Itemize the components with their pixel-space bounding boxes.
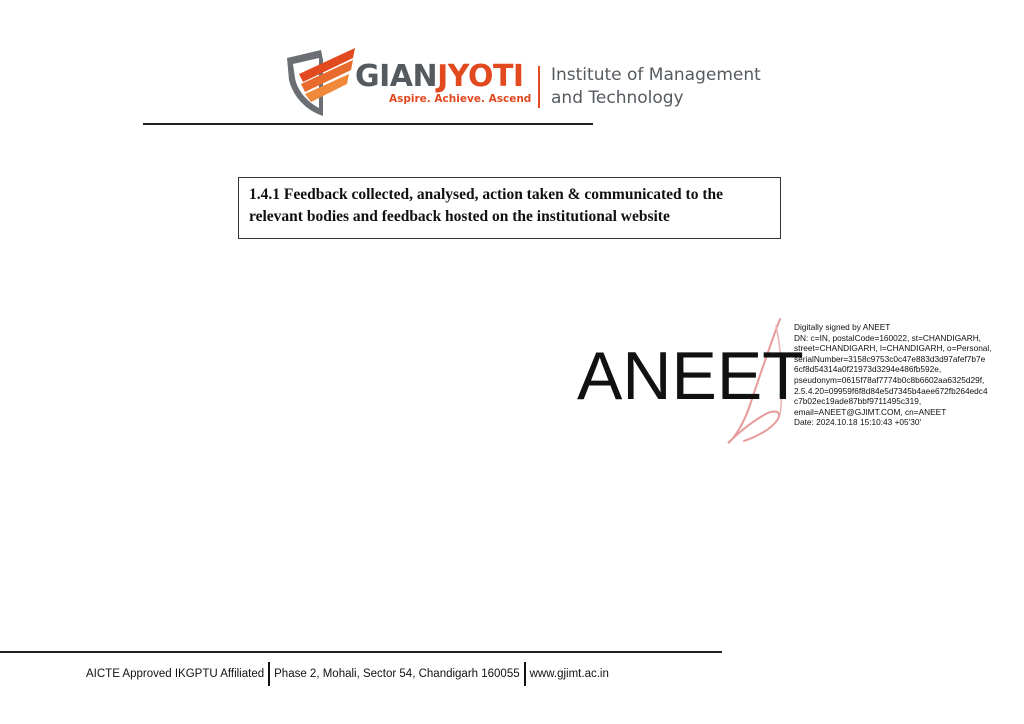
signature-line: 2.5.4.20=09959f6f8d84e5d7345b4aee672fb264edc4	[794, 385, 988, 396]
footer-separator	[268, 662, 270, 686]
criterion-title-box	[238, 177, 781, 239]
brand-name-second: JYOTI	[437, 59, 524, 94]
brand-name	[355, 60, 524, 94]
footer-affiliation: AICTE Approved IKGPTU Affiliated	[86, 668, 265, 680]
signature-name: ANEET	[577, 338, 804, 414]
signature-line: 6cf8d54314a0f21973d3294e486fb592e,	[794, 364, 942, 375]
footer-separator	[524, 662, 526, 686]
signature-line: email=ANEET@GJIMT.COM, cn=ANEET	[794, 406, 947, 417]
institute-logo	[283, 44, 761, 120]
signature-line: c7b02ec19ade87bbf9711495c319,	[794, 396, 922, 407]
header-divider	[143, 123, 593, 125]
signature-line: serialNumber=3158c9753c0c47e883d3d97afef7b7e	[794, 353, 986, 364]
brand-tagline: Aspire. Achieve. Ascend	[389, 93, 532, 105]
brand-name-first: GIAN	[355, 59, 438, 94]
institute-name-line1: Institute of Management	[551, 65, 761, 85]
institute-name	[551, 64, 761, 110]
institute-name-line2: and Technology	[551, 88, 684, 108]
signature-line: Digitally signed by ANEET	[794, 322, 891, 332]
signature-line: street=CHANDIGARH, l=CHANDIGARH, o=Personal,	[794, 343, 992, 354]
logo-divider	[538, 66, 540, 108]
footer-divider	[0, 651, 722, 653]
footer	[86, 662, 609, 686]
signature-details	[794, 322, 1019, 428]
signature-line: DN: c=IN, postalCode=160022, st=CHANDIGARH,	[794, 332, 981, 343]
signature-line: Date: 2024.10.18 15:10:43 +05'30'	[794, 417, 922, 428]
criterion-title: 1.4.1 Feedback collected, analysed, action taken & communicated to the relevant bodies and feedback hosted on the institutional website	[249, 186, 723, 225]
shield-emblem-icon	[283, 44, 359, 120]
footer-address: Phase 2, Mohali, Sector 54, Chandigarh 160055	[274, 668, 520, 680]
signature-line: pseudonym=0615f78af7774b0c8b6602aa6325d29f,	[794, 374, 985, 385]
footer-website-link[interactable]: www.gjimt.ac.in	[529, 668, 609, 680]
